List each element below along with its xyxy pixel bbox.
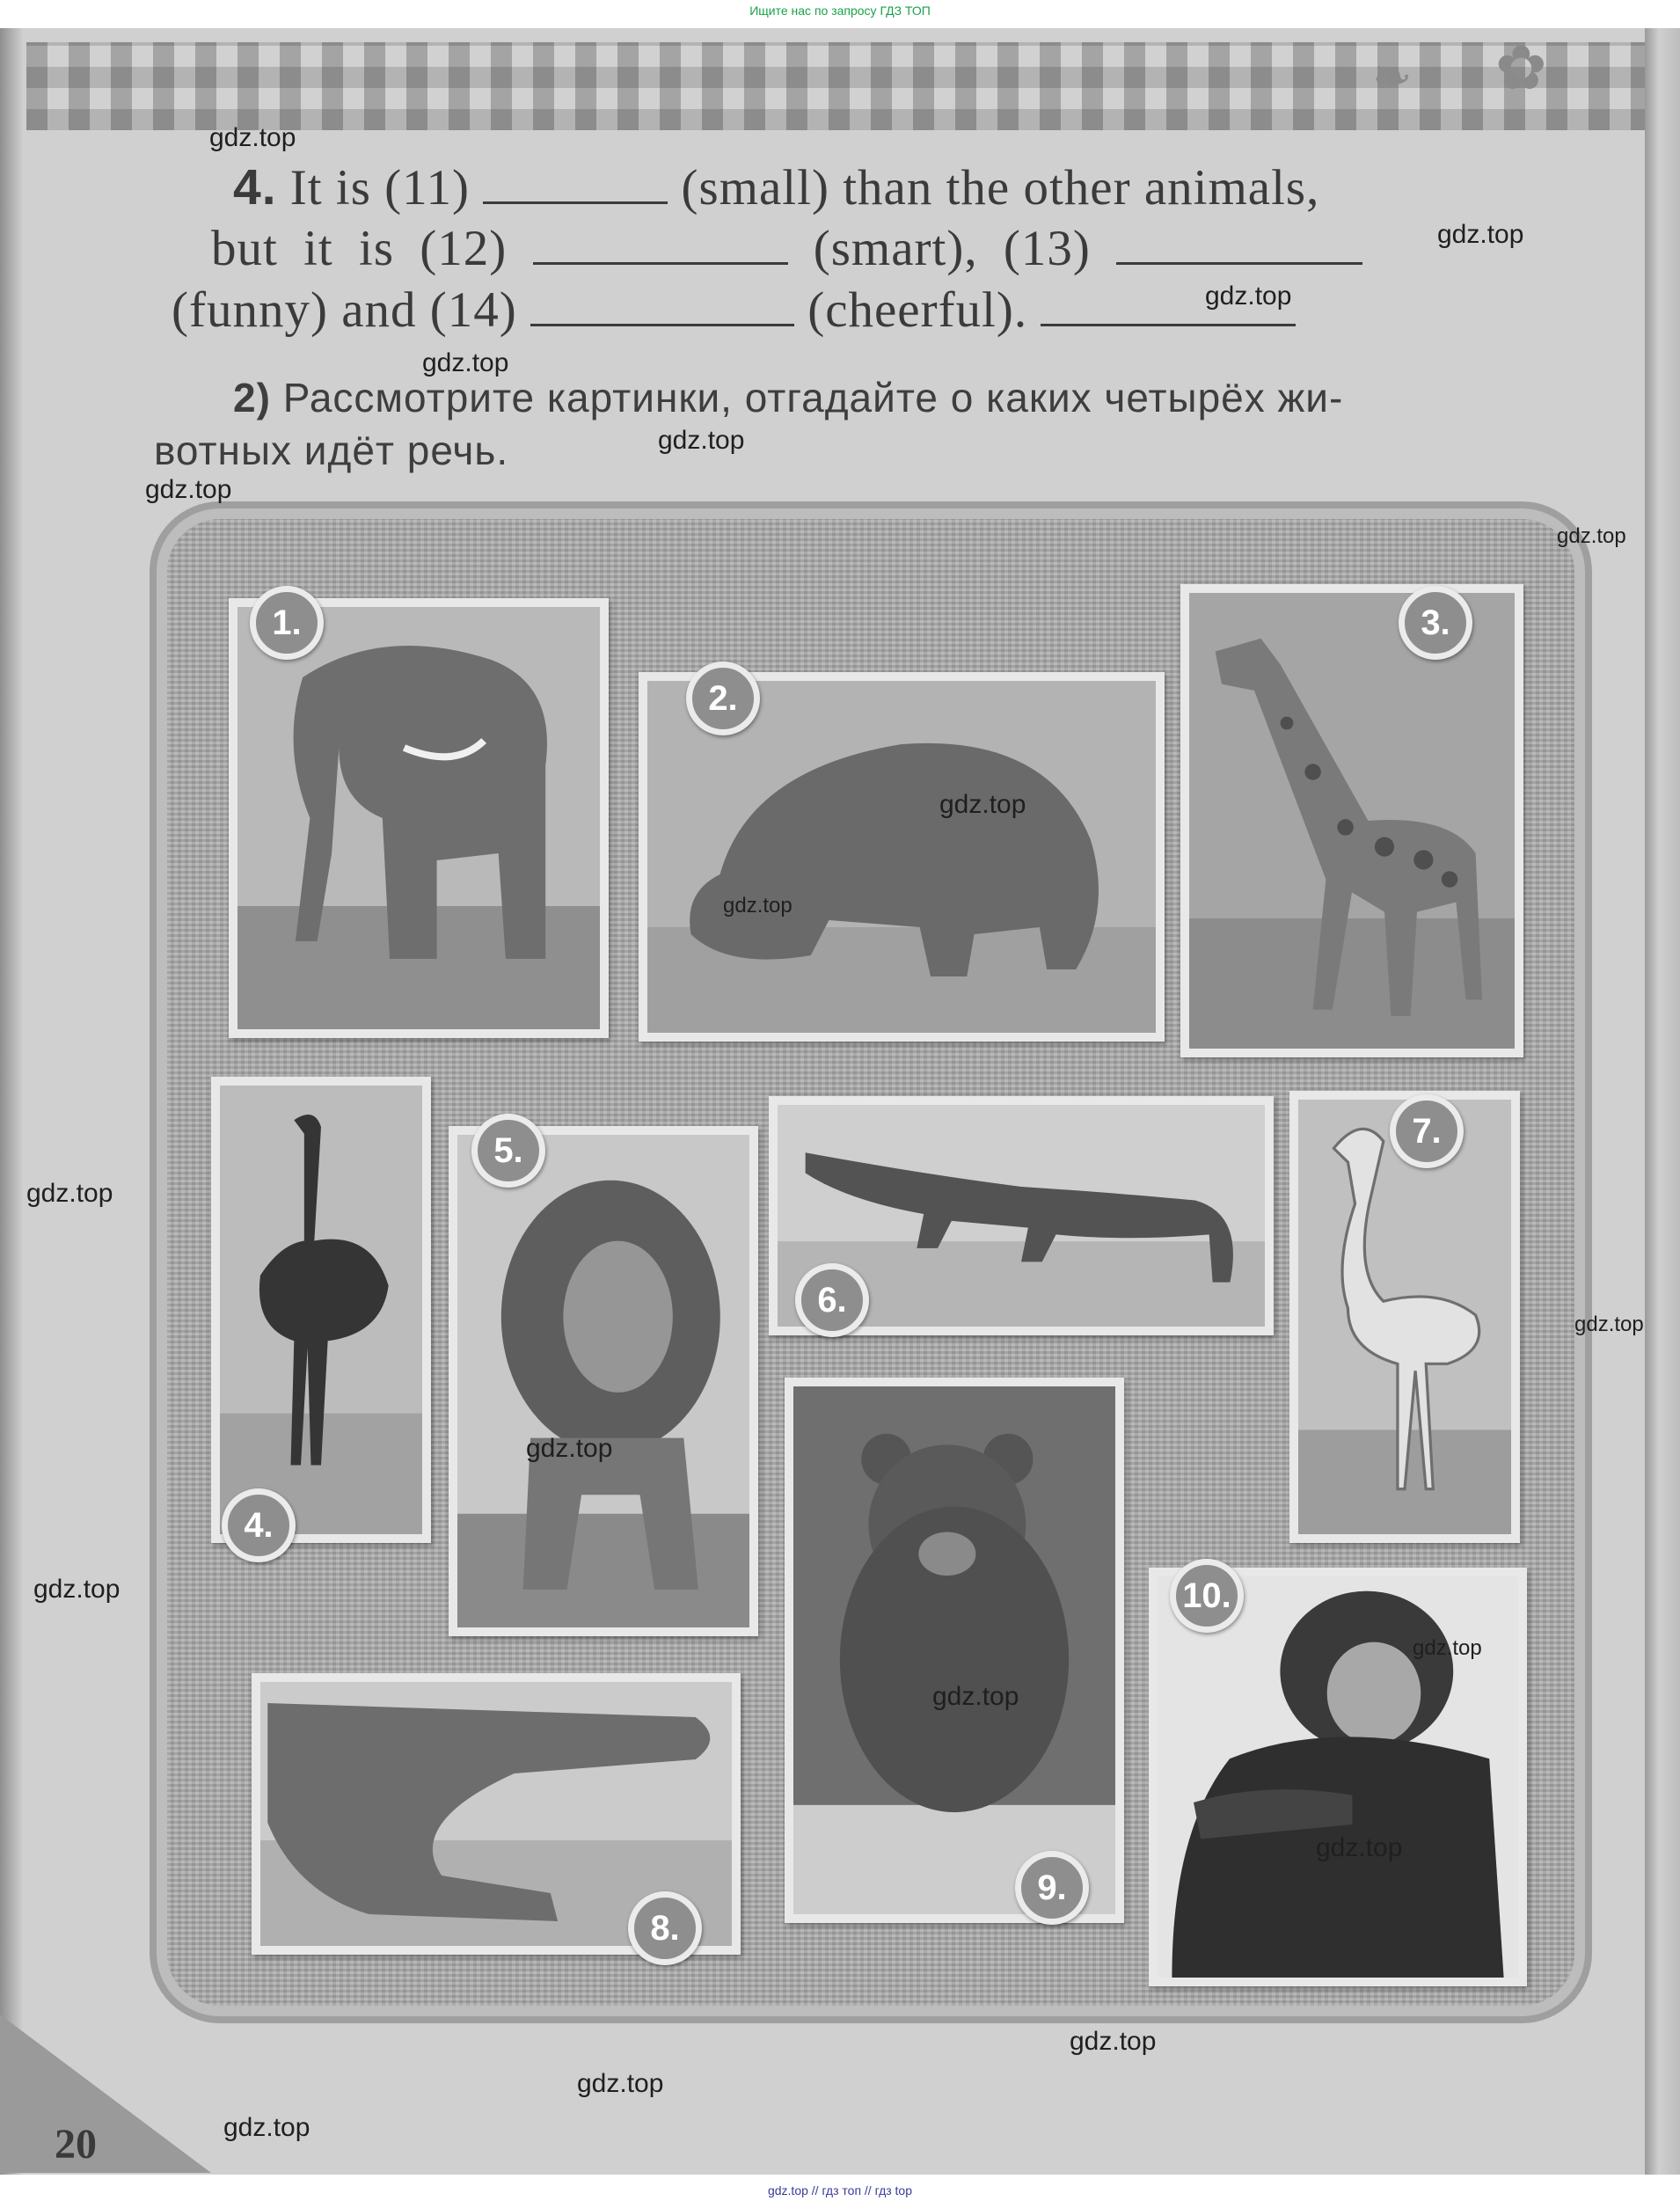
photo-bear bbox=[785, 1378, 1124, 1923]
answer-blank-13[interactable] bbox=[1116, 227, 1362, 265]
photo-number-badge: 8. bbox=[628, 1891, 702, 1965]
watermark: gdz.top bbox=[1316, 1833, 1403, 1862]
watermark: gdz.top bbox=[1437, 220, 1524, 249]
bottom-links-note: gdz.top // гдз топ // гдз top bbox=[767, 2183, 913, 2197]
watermark: gdz.top bbox=[577, 2069, 664, 2098]
exercise-text: (small) than the other animals, bbox=[681, 160, 1320, 216]
exercise-line-1 bbox=[233, 158, 1319, 216]
page-binding-shadow bbox=[0, 28, 23, 2175]
answer-blank-12[interactable] bbox=[533, 227, 788, 265]
watermark: gdz.top bbox=[1413, 1636, 1482, 1660]
exercise-text: but it is (12) bbox=[211, 221, 508, 276]
watermark: gdz.top bbox=[526, 1434, 613, 1463]
top-search-note: Ищите нас по запросу ГДЗ ТОП bbox=[749, 4, 931, 18]
watermark: gdz.top bbox=[939, 790, 1026, 819]
task-line-1 bbox=[233, 374, 1343, 421]
page-edge bbox=[1645, 28, 1680, 2175]
leaf-icon: ❧ bbox=[1372, 48, 1413, 104]
exercise-text: (smart), (13) bbox=[813, 221, 1091, 276]
watermark: gdz.top bbox=[723, 894, 793, 918]
watermark: gdz.top bbox=[422, 348, 509, 377]
watermark: gdz.top bbox=[1070, 2027, 1157, 2056]
photo-number-badge: 1. bbox=[250, 586, 324, 660]
lion-image bbox=[457, 1135, 749, 1627]
photo-number-badge: 3. bbox=[1399, 586, 1472, 660]
ostrich-image bbox=[220, 1086, 422, 1534]
photo-ostrich bbox=[211, 1077, 431, 1543]
bear-image bbox=[793, 1386, 1115, 1914]
photo-number-badge: 9. bbox=[1015, 1851, 1089, 1925]
exercise-text: It is (11) bbox=[289, 160, 470, 216]
watermark: gdz.top bbox=[932, 1682, 1019, 1711]
answer-blank-11[interactable] bbox=[483, 166, 668, 204]
task-line-2: вотных идёт речь. bbox=[154, 428, 509, 473]
page-corner-decoration bbox=[0, 2015, 211, 2173]
photo-number-badge: 2. bbox=[686, 662, 760, 735]
photo-lion bbox=[449, 1126, 758, 1636]
photo-elephant bbox=[229, 598, 609, 1038]
flamingo-image bbox=[1298, 1100, 1511, 1534]
watermark: gdz.top bbox=[1574, 1313, 1644, 1336]
exercise-line-2 bbox=[211, 220, 1362, 277]
watermark: gdz.top bbox=[1205, 282, 1292, 311]
flower-icon: ✿ bbox=[1495, 32, 1547, 104]
watermark: gdz.top bbox=[145, 475, 232, 504]
exercise-number: 4. bbox=[233, 159, 277, 216]
watermark: gdz.top bbox=[26, 1179, 113, 1208]
giraffe-image bbox=[1189, 593, 1515, 1049]
photo-number-badge: 6. bbox=[795, 1263, 869, 1337]
exercise-text: (funny) and (14) bbox=[172, 282, 517, 338]
watermark: gdz.top bbox=[658, 426, 745, 455]
photo-number-badge: 4. bbox=[222, 1488, 296, 1562]
photo-number-badge: 5. bbox=[471, 1114, 545, 1188]
task-number: 2) bbox=[233, 375, 271, 420]
task-text: Рассмотрите картинки, отгадайте о каких четырёх жи- bbox=[282, 375, 1344, 420]
photo-number-badge: 7. bbox=[1390, 1094, 1464, 1168]
exercise-line-3 bbox=[172, 282, 1296, 339]
watermark: gdz.top bbox=[223, 2113, 310, 2142]
photo-giraffe bbox=[1180, 584, 1523, 1057]
watermark: gdz.top bbox=[33, 1575, 121, 1604]
elephant-image bbox=[237, 607, 600, 1029]
exercise-text: (cheerful). bbox=[807, 282, 1028, 338]
watermark: gdz.top bbox=[1557, 524, 1626, 548]
watermark: gdz.top bbox=[209, 123, 296, 152]
photo-number-badge: 10. bbox=[1170, 1559, 1244, 1633]
page-number: 20 bbox=[55, 2121, 97, 2168]
answer-blank-14[interactable] bbox=[530, 289, 794, 326]
